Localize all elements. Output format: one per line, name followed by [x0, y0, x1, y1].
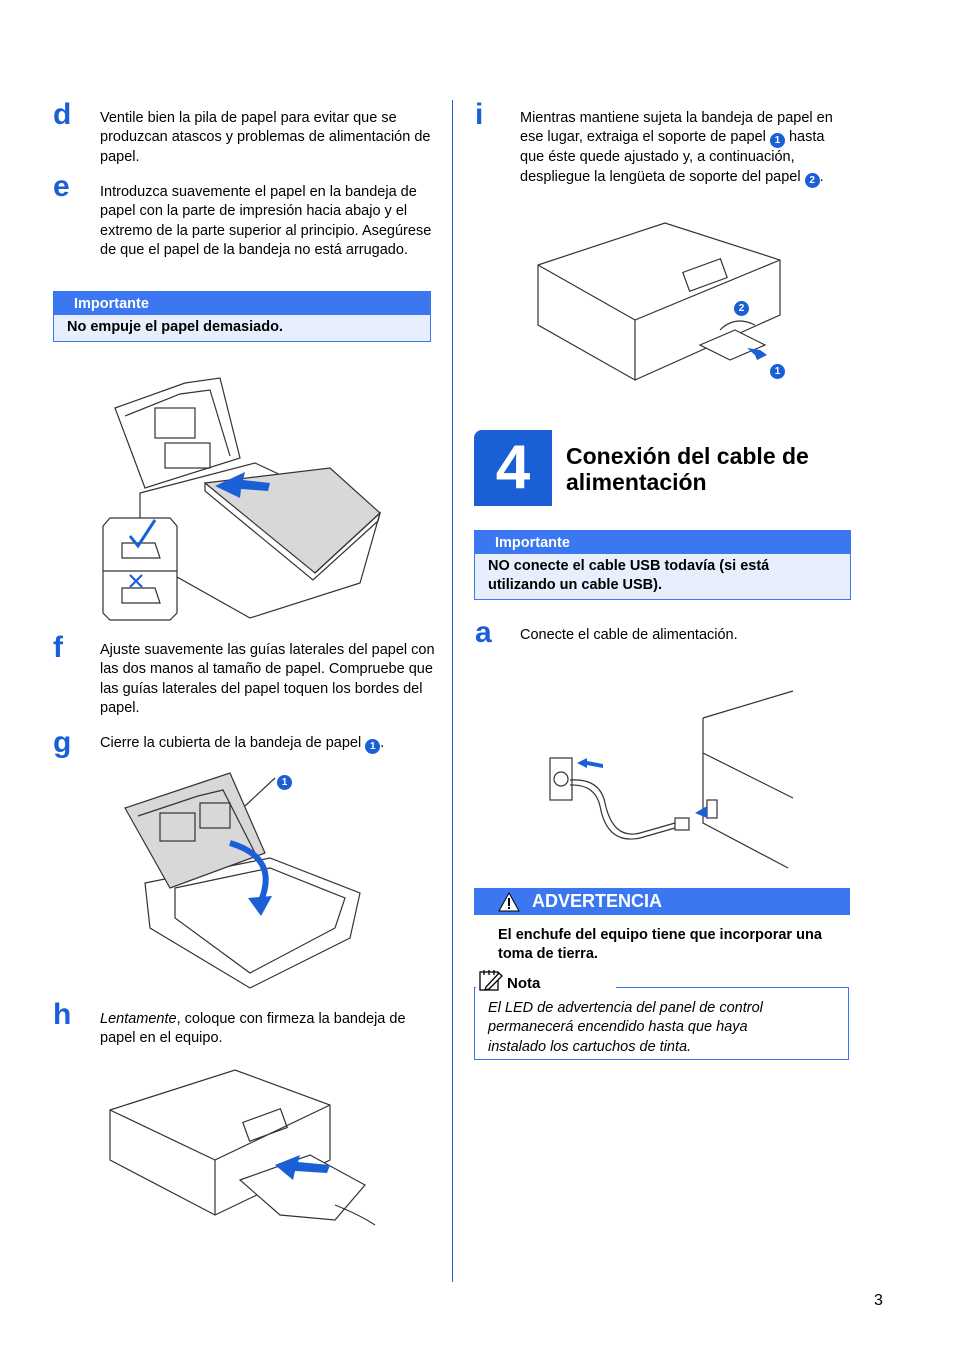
note-text: El LED de advertencia del panel de control permanecerá encendido hasta que haya instalado los cartuchos de tinta. [488, 1000, 763, 1055]
callout-1-badge: 1 [770, 133, 785, 148]
column-divider [452, 100, 453, 1282]
step-i-text [520, 109, 850, 188]
important-heading: Importante [54, 292, 430, 315]
step-i-part3: . [819, 168, 824, 185]
step-f-text: Ajuste suavemente las guías laterales del papel con las dos manos al tamaño de papel. Compruebe que las guías laterales del papel toquen los bordes del papel. [100, 642, 435, 717]
important-box-1 [53, 291, 431, 342]
step-i-part2: hasta que éste quede ajustado y, a continuación, despliegue la lengüeta de soporte del papel [520, 129, 825, 185]
step-g-text [100, 734, 435, 754]
figure-i-callout-2: 2 [734, 296, 749, 316]
important-box-2 [474, 530, 851, 600]
section-title [566, 443, 809, 495]
note-pencil-icon [478, 968, 504, 992]
step-h-rest: , coloque con firmeza la bandeja de papel en el equipo. [100, 1011, 406, 1047]
step-letter-a: a [475, 616, 492, 649]
section-number: 4 [495, 433, 531, 502]
warning-text: El enchufe del equipo tiene que incorporar una toma de tierra. [498, 927, 822, 963]
printer-tray-insert-illustration [105, 1065, 380, 1230]
page-number: 3 [874, 1292, 883, 1309]
step-i-part1: Mientras mantiene sujeta la bandeja de papel en ese lugar, extraiga el soporte de papel [520, 110, 833, 146]
step-a-text: Conecte el cable de alimentación. [520, 627, 738, 643]
section-title-line2: alimentación [566, 469, 707, 495]
step-letter-d: d [53, 98, 72, 131]
callout-2-badge: 2 [805, 173, 820, 188]
step-letter-e: e [53, 170, 70, 203]
step-h-emphasis: Lentamente [100, 1011, 177, 1027]
warning-icon [498, 892, 520, 912]
power-cable-illustration [545, 688, 795, 870]
tray-cover-closing-illustration [120, 768, 370, 993]
callout-1-badge: 1 [365, 739, 380, 754]
step-e-text: Introduzca suavemente el papel en la bandeja de papel con la parte de impresión hacia abajo y el extremo de la parte superior al principio. Asegúrese de que el papel de la bandeja no está arrugado. [100, 184, 432, 259]
important-text: No empuje el papel demasiado. [54, 315, 430, 341]
step-letter-g: g [53, 726, 72, 759]
section-title-line1: Conexión del cable de [566, 443, 809, 469]
step-d-text: Ventile bien la pila de papel para evitar que se produzcan atascos y problemas de alimentación de papel. [100, 110, 431, 165]
step-g-text-before: Cierre la cubierta de la bandeja de papel [100, 735, 362, 751]
note-heading: Nota [507, 975, 541, 992]
important-text: NO conecte el cable USB todavía (si está utilizando un cable USB). [475, 554, 850, 599]
step-letter-f: f [53, 631, 63, 664]
section-number-badge [474, 430, 552, 506]
step-g-text-after: . [380, 735, 385, 751]
step-letter-h: h [53, 998, 72, 1031]
figure-i-callout-1: 1 [770, 359, 785, 379]
step-h-text [100, 1010, 435, 1049]
paper-tray-loading-illustration [100, 368, 390, 623]
important-heading: Importante [475, 531, 850, 554]
warning-header [474, 888, 850, 915]
paper-support-illustration [535, 220, 790, 385]
figure-g-callout: 1 [277, 770, 292, 790]
step-letter-i: i [475, 98, 484, 131]
warning-heading: ADVERTENCIA [532, 891, 663, 911]
